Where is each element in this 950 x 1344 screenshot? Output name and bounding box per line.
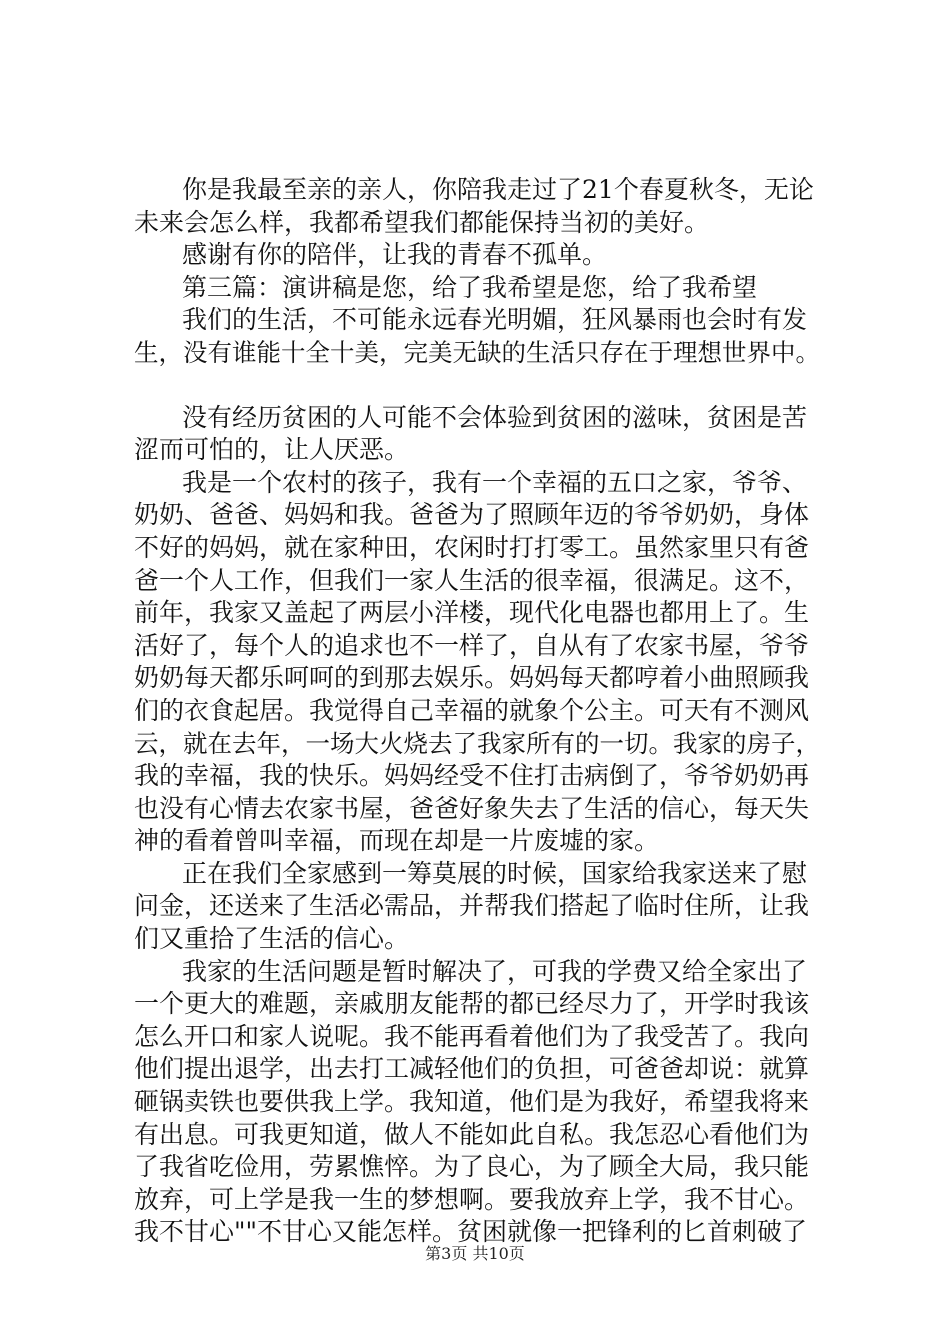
text-line: 正在我们全家感到一筹莫展的时候，国家给我家送来了慰 — [182, 858, 808, 888]
text-line: 神的看着曾叫幸福，而现在却是一片废墟的家。 — [134, 826, 660, 856]
blank-line — [134, 370, 830, 402]
text-line: 云，就在去年，一场大火烧去了我家所有的一切。我家的房子， — [134, 728, 820, 758]
page-footer: 第3页 共10页 — [425, 1244, 525, 1263]
text-line: 前年，我家又盖起了两层小洋楼，现代化电器也都用上了。生 — [134, 598, 810, 628]
text-line: 了我省吃俭用，劳累憔悴。为了良心，为了顾全大局，我只能 — [134, 1152, 810, 1182]
text-line: 爸一个人工作，但我们一家人生活的很幸福，很满足。这不， — [134, 565, 810, 595]
text-line: 不好的妈妈，就在家种田，农闲时打打零工。虽然家里只有爸 — [134, 532, 810, 562]
text-line: 未来会怎么样，我都希望我们都能保持当初的美好。 — [134, 207, 710, 237]
text-line: 问金，还送来了生活必需品，并帮我们搭起了临时住所，让我 — [134, 891, 810, 921]
text-line: 没有经历贫困的人可能不会体验到贫困的滋味，贫困是苦 — [182, 402, 808, 432]
text-line: 们又重拾了生活的信心。 — [134, 924, 410, 954]
text-line: 我不甘心""不甘心又能怎样。贫困就像一把锋利的匕首刺破了 — [134, 1217, 808, 1247]
text-line: 涩而可怕的，让人厌恶。 — [134, 435, 410, 465]
text-line: 放弃，可上学是我一生的梦想啊。要我放弃上学，我不甘心。 — [134, 1184, 810, 1214]
text-line: 活好了，每个人的追求也不一样了，自从有了农家书屋，爷爷 — [134, 630, 810, 660]
text-line: 们的衣食起居。我觉得自己幸福的就象个公主。可天有不测风 — [134, 695, 810, 725]
text-line: 砸锅卖铁也要供我上学。我知道，他们是为我好，希望我将来 — [134, 1087, 810, 1117]
document-body — [134, 174, 830, 1249]
section-heading: 第三篇：演讲稿是您，给了我希望是您，给了我希望 — [182, 272, 758, 302]
text-line: 有出息。可我更知道，做人不能如此自私。我怎忍心看他们为 — [134, 1119, 810, 1149]
text-line: 奶奶、爸爸、妈妈和我。爸爸为了照顾年迈的爷爷奶奶，身体 — [134, 500, 810, 530]
text-line: 感谢有你的陪伴，让我的青春不孤单。 — [182, 240, 608, 270]
text-line: 我是一个农村的孩子，我有一个幸福的五口之家，爷爷、 — [182, 467, 808, 497]
text-line: 也没有心情去农家书屋，爸爸好象失去了生活的信心，每天失 — [134, 793, 810, 823]
text-line: 生，没有谁能十全十美，完美无缺的生活只存在于理想世界中。 — [134, 337, 820, 367]
text-line: 我们的生活，不可能永远春光明媚，狂风暴雨也会时有发 — [182, 305, 808, 335]
text-line: 一个更大的难题，亲戚朋友能帮的都已经尽力了，开学时我该 — [134, 989, 810, 1019]
text-line: 我家的生活问题是暂时解决了，可我的学费又给全家出了 — [182, 956, 808, 986]
text-line: 怎么开口和家人说呢。我不能再看着他们为了我受苦了。我向 — [134, 1021, 810, 1051]
text-line: 奶奶每天都乐呵呵的到那去娱乐。妈妈每天都哼着小曲照顾我 — [134, 663, 810, 693]
text-line: 你是我最至亲的亲人，你陪我走过了21个春夏秋冬，无论 — [182, 175, 814, 204]
text-line: 我的幸福，我的快乐。妈妈经受不住打击病倒了，爷爷奶奶再 — [134, 761, 810, 791]
text-line: 他们提出退学，出去打工减轻他们的负担，可爸爸却说：就算 — [134, 1054, 810, 1084]
